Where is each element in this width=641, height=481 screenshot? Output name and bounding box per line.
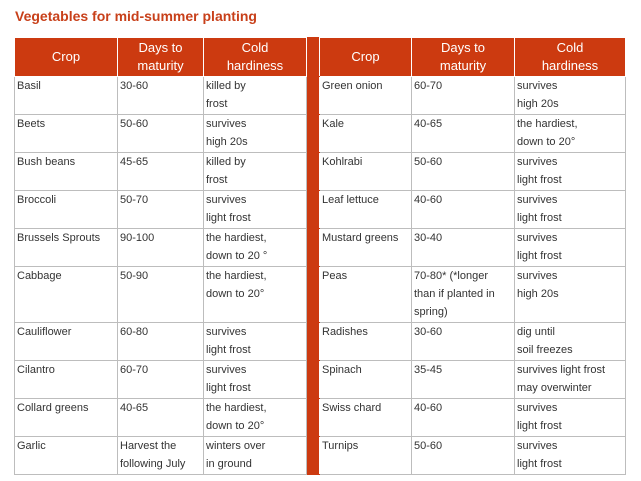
cold-cell <box>515 77 626 115</box>
header-crop-left: Crop <box>15 38 118 77</box>
crop-cell: Swiss chard <box>320 399 412 437</box>
cold-cell <box>204 115 307 153</box>
cold-cell <box>204 437 307 475</box>
crop-cell: Peas <box>320 267 412 323</box>
crop-cell: Kohlrabi <box>320 153 412 191</box>
cell-line: light frost <box>517 212 562 224</box>
cold-cell <box>515 153 626 191</box>
column-divider <box>307 267 320 323</box>
cell-line: light frost <box>206 344 251 356</box>
table-row <box>15 115 626 153</box>
cell-line: survives <box>517 440 558 452</box>
days-cell <box>412 229 515 267</box>
days-cell: 45-65 <box>118 153 204 191</box>
cell-line: down to 20° <box>206 420 265 432</box>
table-row <box>15 267 626 323</box>
days-cell: 30-60 <box>118 77 204 115</box>
table-header-row <box>15 38 626 77</box>
cell-line: dig until <box>517 326 555 338</box>
crop-cell: Collard greens <box>15 399 118 437</box>
cell-line: 30-60 <box>414 326 443 338</box>
cell-line: light frost <box>206 212 251 224</box>
table-body <box>15 77 626 475</box>
cell-line: spring) <box>414 306 448 318</box>
table-row <box>15 399 626 437</box>
cold-cell <box>204 191 307 229</box>
days-cell <box>412 153 515 191</box>
column-divider <box>307 38 320 77</box>
cold-cell <box>515 229 626 267</box>
table-row <box>15 323 626 361</box>
cold-cell <box>204 229 307 267</box>
header-crop-right: Crop <box>320 38 412 77</box>
days-cell <box>412 323 515 361</box>
cell-line: killed by <box>206 80 246 92</box>
cell-line: light frost <box>517 174 562 186</box>
cold-cell <box>515 115 626 153</box>
table-row <box>15 229 626 267</box>
cold-cell <box>204 153 307 191</box>
cold-cell <box>204 323 307 361</box>
cold-cell <box>515 437 626 475</box>
cell-line: frost <box>206 174 228 186</box>
crop-cell: Green onion <box>320 77 412 115</box>
cell-line: than if planted in <box>414 288 495 300</box>
cell-line: high 20s <box>517 288 559 300</box>
cell-line: 70-80* (*longer <box>414 270 488 282</box>
cold-cell <box>515 361 626 399</box>
cell-line: 40-65 <box>414 118 443 130</box>
days-cell: 60-70 <box>118 361 204 399</box>
table-row <box>15 361 626 399</box>
days-cell <box>412 361 515 399</box>
days-cell: 50-60 <box>118 115 204 153</box>
vegetable-table <box>14 37 626 475</box>
crop-cell: Mustard greens <box>320 229 412 267</box>
crop-cell: Cabbage <box>15 267 118 323</box>
crop-cell: Leaf lettuce <box>320 191 412 229</box>
cold-cell <box>204 399 307 437</box>
cell-line: 30-40 <box>414 232 443 244</box>
crop-cell: Spinach <box>320 361 412 399</box>
cell-line: 40-60 <box>414 402 443 414</box>
cold-cell <box>515 399 626 437</box>
days-cell: Harvest the following July <box>118 437 204 475</box>
crop-cell: Beets <box>15 115 118 153</box>
table-row <box>15 191 626 229</box>
cell-line: survives <box>206 326 247 338</box>
days-cell: 50-70 <box>118 191 204 229</box>
cold-cell <box>204 267 307 323</box>
crop-cell: Cilantro <box>15 361 118 399</box>
cell-line: survives <box>517 80 558 92</box>
cold-cell <box>515 267 626 323</box>
column-divider <box>307 323 320 361</box>
cell-line: in ground <box>206 458 252 470</box>
crop-cell: Radishes <box>320 323 412 361</box>
days-cell <box>412 437 515 475</box>
cell-line: survives <box>206 364 247 376</box>
cell-line: high 20s <box>517 98 559 110</box>
crop-cell: Garlic <box>15 437 118 475</box>
cell-line: down to 20° <box>517 136 576 148</box>
crop-cell: Bush beans <box>15 153 118 191</box>
cell-line: killed by <box>206 156 246 168</box>
table-row <box>15 437 626 475</box>
cell-line: may overwinter <box>517 382 592 394</box>
days-cell <box>412 191 515 229</box>
cell-line: light frost <box>517 420 562 432</box>
cell-line: the hardiest, <box>517 118 578 130</box>
header-cold-left: Cold hardiness <box>204 38 307 77</box>
cell-line: soil freezes <box>517 344 573 356</box>
column-divider <box>307 153 320 191</box>
column-divider <box>307 229 320 267</box>
cell-line: light frost <box>206 382 251 394</box>
cell-line: survives light frost <box>517 364 606 376</box>
header-days-right: Days to maturity <box>412 38 515 77</box>
table-row <box>15 153 626 191</box>
cell-line: 60-70 <box>414 80 443 92</box>
header-days-left: Days to maturity <box>118 38 204 77</box>
cell-line: 50-60 <box>414 156 443 168</box>
column-divider <box>307 77 320 115</box>
cell-line: survives <box>206 118 247 130</box>
cell-line: the hardiest, <box>206 402 267 414</box>
crop-cell: Basil <box>15 77 118 115</box>
cell-line: 35-45 <box>414 364 443 376</box>
cell-line: frost <box>206 98 228 110</box>
cell-line: the hardiest, <box>206 270 267 282</box>
cell-line: survives <box>517 194 558 206</box>
table-row <box>15 77 626 115</box>
cell-line: light frost <box>517 458 562 470</box>
column-divider <box>307 191 320 229</box>
header-cold-right: Cold hardiness <box>515 38 626 77</box>
cold-cell <box>515 323 626 361</box>
column-divider <box>307 361 320 399</box>
cold-cell <box>204 361 307 399</box>
days-cell <box>412 77 515 115</box>
crop-cell: Kale <box>320 115 412 153</box>
crop-cell: Cauliflower <box>15 323 118 361</box>
days-cell: 60-80 <box>118 323 204 361</box>
cell-line: the hardiest, <box>206 232 267 244</box>
crop-cell: Turnips <box>320 437 412 475</box>
cell-line: winters over <box>206 440 266 452</box>
days-cell <box>412 115 515 153</box>
cell-line: survives <box>517 270 558 282</box>
cell-line: survives <box>517 232 558 244</box>
column-divider <box>307 115 320 153</box>
page-title: Vegetables for mid-summer planting <box>15 8 257 24</box>
cell-line: 50-60 <box>414 440 443 452</box>
column-divider <box>307 399 320 437</box>
cell-line: survives <box>517 402 558 414</box>
cell-line: down to 20 ° <box>206 250 268 262</box>
cell-line: survives <box>517 156 558 168</box>
cell-line: down to 20° <box>206 288 265 300</box>
days-cell: 50-90 <box>118 267 204 323</box>
days-cell <box>412 399 515 437</box>
cell-line: 40-60 <box>414 194 443 206</box>
crop-cell: Brussels Sprouts <box>15 229 118 267</box>
cell-line: survives <box>206 194 247 206</box>
cold-cell <box>515 191 626 229</box>
cold-cell <box>204 77 307 115</box>
days-cell: 40-65 <box>118 399 204 437</box>
days-cell: 90-100 <box>118 229 204 267</box>
cell-line: high 20s <box>206 136 248 148</box>
cell-line: light frost <box>517 250 562 262</box>
column-divider <box>307 437 320 475</box>
crop-cell: Broccoli <box>15 191 118 229</box>
days-cell <box>412 267 515 323</box>
